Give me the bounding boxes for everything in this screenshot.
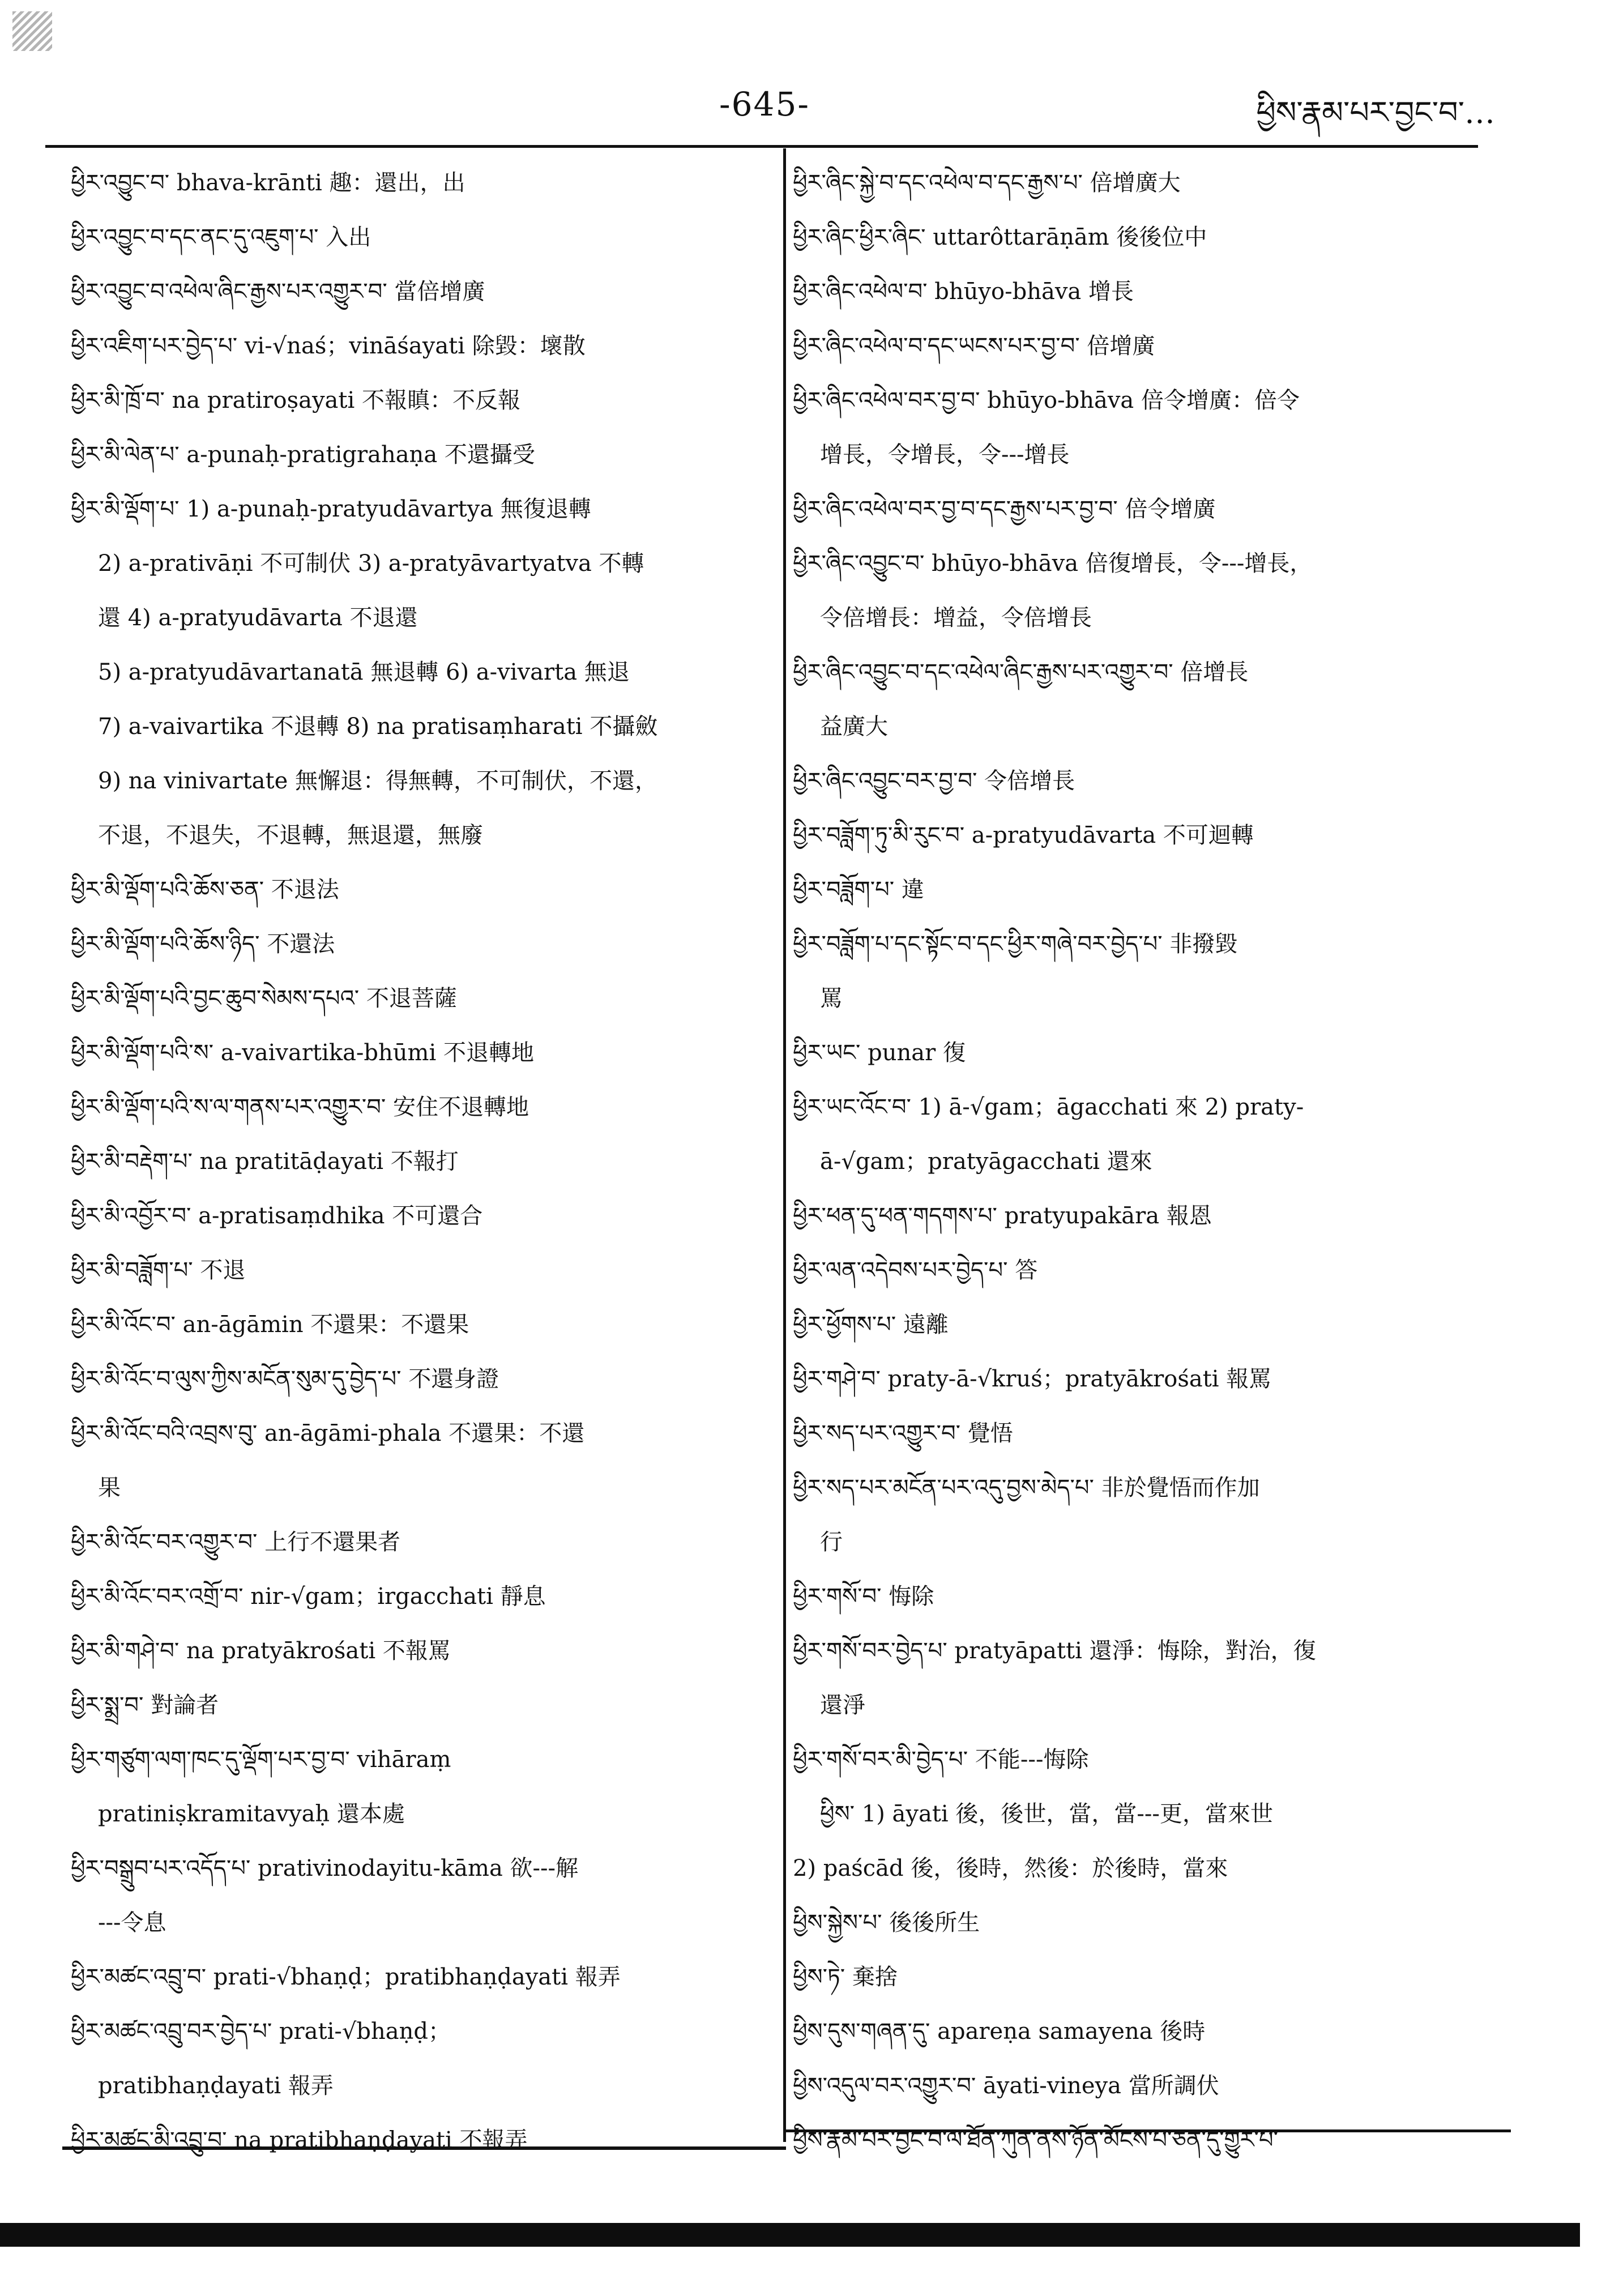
dictionary-entry-line: ཕྱིར་ཕྱོགས་པ་ 遠離 xyxy=(793,1312,949,1338)
dictionary-entry-line: ཕྱིར་བཟློག་པ་ 違 xyxy=(793,877,924,903)
dictionary-entry-line: 2) paścād 後，後時，然後：於後時，當來 xyxy=(793,1855,1228,1881)
right-column xyxy=(793,156,1501,2167)
dictionary-entry-line: ཕྱིར་ཞིང་འབྱུང་བ་ bhūyo-bhāva 倍復增長，令---增長， xyxy=(793,550,1313,577)
dictionary-entry-line: 還淨 xyxy=(820,1692,865,1718)
dictionary-entry-line: 9) na vinivartate 無懈退：得無轉，不可制伏，不還， xyxy=(98,768,657,794)
dictionary-entry-line: 7) a-vaivartika 不退轉 8) na pratisaṃharati 不攝斂 xyxy=(98,714,658,740)
dictionary-entry-line: ཕྱིར་གཤེ་བ་ praty-ā-√kruś；pratyākrośati 報罵 xyxy=(793,1366,1272,1392)
dictionary-entry-line: ཕྱིར་མི་ལྡོག་པའི་བྱང་ཆུབ་སེམས་དཔའ་ 不退菩薩 xyxy=(71,985,457,1012)
dictionary-entry-line: ཕྱིར་བཟློག་ཏུ་མི་རུང་བ་ a-pratyudāvarta 不可迴轉 xyxy=(793,822,1254,848)
dictionary-entry-line: ཕྱིར་མི་འོང་བར་འགྲོ་བ་ nir-√gam；irgacchati 靜息 xyxy=(71,1584,546,1610)
dictionary-entry-line: ཕྱིར་མི་ཁྲོ་བ་ na pratiroṣayati 不報瞋：不反報 xyxy=(71,387,520,413)
dictionary-entry-line: 不退，不退失，不退轉，無退還，無廢 xyxy=(98,822,483,848)
dictionary-entry-line: ཕྱིས་ཏེ་ 棄捨 xyxy=(793,1964,898,1990)
dictionary-entry-line: ཕྱིར་ཞིང་འཕེལ་བ་དང་ཡངས་པར་བྱ་བ་ 倍增廣 xyxy=(793,333,1155,359)
dictionary-entry-line: ཕྱིར་ཞིང་ཕྱིར་ཞིང་ uttarôttarāṇām 後後位中 xyxy=(793,224,1207,250)
dictionary-entry-line: ཕྱིར་ཞིང་འབྱུང་བར་བྱ་བ་ 令倍增長 xyxy=(793,768,1075,794)
dictionary-entry-line: ཕྱིས་ 1) āyati 後，後世，當，當---更，當來世 xyxy=(820,1801,1273,1827)
scan-bottom-bar xyxy=(0,2223,1580,2247)
dictionary-entry-line: ཕྱིས་སྐྱེས་པ་ 後後所生 xyxy=(793,1910,980,1936)
dictionary-entry-line: ཕྱིར་གཙུག་ལག་ཁང་དུ་ལྡོག་པར་བྱ་བ་ vihāraṃ xyxy=(71,1747,451,1773)
dictionary-entry-line: ཕྱིར་འཇིག་པར་བྱེད་པ་ vi-√naś；vināśayati 除毀：壞散 xyxy=(71,333,586,359)
dictionary-entry-line: 增長，令增長，令---增長 xyxy=(820,442,1070,468)
dictionary-entry-line: ཕྱིར་ཞིང་འཕེལ་བ་ bhūyo-bhāva 增長 xyxy=(793,279,1134,305)
top-rule xyxy=(45,145,1478,148)
dictionary-entry-line: ཕྱིར་འབྱུང་བ་དང་ནང་དུ་འཇུག་པ་ 入出 xyxy=(71,224,371,250)
dictionary-entry-line: 果 xyxy=(98,1475,121,1501)
left-column xyxy=(71,156,776,2167)
dictionary-entry-line: ཕྱིར་ཡང་ punar 復 xyxy=(793,1040,966,1066)
dictionary-entry-line: ā-√gam；pratyāgacchati 還來 xyxy=(820,1149,1152,1175)
dictionary-entry-line: ཕྱིར་འབྱུང་བ་ bhava-krānti 趣：還出，出 xyxy=(71,170,465,196)
dictionary-entry-line: 益廣大 xyxy=(820,714,888,740)
dictionary-entry-line: 還 4) a-pratyudāvarta 不退還 xyxy=(98,605,418,631)
dictionary-entry-line: ཕྱིར་མི་འོང་བར་འགྱུར་བ་ 上行不還果者 xyxy=(71,1529,401,1555)
dictionary-entry-line: ཕྱིར་གསོ་བར་མི་བྱེད་པ་ 不能---悔除 xyxy=(793,1747,1089,1773)
dictionary-entry-line: ཕྱིར་མི་འབྱོར་བ་ a-pratisaṃdhika 不可還合 xyxy=(71,1203,483,1229)
dictionary-entry-line: ཕྱིར་བསྒྲུབ་པར་འདོད་པ་ prativinodayitu-kāma 欲---解 xyxy=(71,1855,579,1881)
dictionary-entry-line: ཕྱིར་གསོ་བར་བྱེད་པ་ pratyāpatti 還淨：悔除，對治，復 xyxy=(793,1638,1316,1664)
dictionary-entry-line: ཕྱིར་ལན་འདེབས་པར་བྱེད་པ་ 答 xyxy=(793,1257,1038,1283)
dictionary-entry-line: ཕྱིར་འབྱུང་བ་འཕེལ་ཞིང་རྒྱས་པར་འགྱུར་བ་ 當倍增廣 xyxy=(71,279,485,305)
dictionary-entry-line: pratiniṣkramitavyaḥ 還本處 xyxy=(98,1801,405,1827)
dictionary-entry-line: ཕྱིར་ཡང་འོང་བ་ 1) ā-√gam；āgacchati 來 2) praty- xyxy=(793,1094,1304,1120)
dictionary-entry-line: ཕྱིར་ཕན་དུ་ཕན་གདགས་པ་ pratyupakāra 報恩 xyxy=(793,1203,1212,1229)
column-divider xyxy=(783,148,786,2142)
dictionary-entry-line: ཕྱིར་མི་བརྡེག་པ་ na pratitāḍayati 不報打 xyxy=(71,1149,459,1175)
dictionary-entry-line: ཕྱིར་མཚང་འབྲུ་བར་བྱེད་པ་ prati-√bhaṇḍ； xyxy=(71,2018,451,2045)
dictionary-entry-line: ཕྱིར་སད་པར་མངོན་པར་འདུ་བྱས་མེད་པ་ 非於覺悟而作加 xyxy=(793,1475,1260,1501)
dictionary-entry-line: ཕྱིས་རྣམ་པར་བྱང་བ་ལ་ཐོན་ཀུན་ནས་ཉོན་མོངས་པ་ཅན་དུ་གྱུར་པ་ xyxy=(793,2127,1278,2153)
dictionary-entry-line: ཕྱིར་མི་འོང་བའི་འབྲས་བུ་ an-āgāmi-phala 不還果：不還 xyxy=(71,1420,585,1446)
dictionary-entry-line: ཕྱིར་མཚང་འབྲུ་བ་ prati-√bhaṇḍ；pratibhaṇḍayati 報弄 xyxy=(71,1964,621,1990)
dictionary-entry-line: ཕྱིར་ཞིང་འབྱུང་བ་དང་འཕེལ་ཞིང་རྒྱས་པར་འགྱུར་བ་ 倍增長 xyxy=(793,659,1249,685)
dictionary-entry-line: 2) a-prativāṇi 不可制伏 3) a-pratyāvartyatva 不轉 xyxy=(98,550,644,577)
dictionary-entry-line: pratibhaṇḍayati 報弄 xyxy=(98,2073,334,2099)
page-number: -645- xyxy=(719,85,810,123)
dictionary-entry-line: ཕྱིར་མི་ལྡོག་པའི་ས་ a-vaivartika-bhūmi 不退轉地 xyxy=(71,1040,534,1066)
dictionary-entry-line: 5) a-pratyudāvartanatā 無退轉 6) a-vivarta 無退 xyxy=(98,659,630,685)
dictionary-entry-line: ཕྱིར་ཞིང་འཕེལ་བར་བྱ་བ་ bhūyo-bhāva 倍令增廣：倍令 xyxy=(793,387,1300,413)
dictionary-entry-line: 罵 xyxy=(820,985,843,1012)
dictionary-entry-line: ཕྱིར་མི་གཤེ་བ་ na pratyākrośati 不報罵 xyxy=(71,1638,451,1664)
dictionary-entry-line: ཕྱིར་ཞིང་སྐྱེ་བ་དང་འཕེལ་བ་དང་རྒྱས་པ་ 倍增廣大 xyxy=(793,170,1181,196)
dictionary-entry-line: ཕྱིར་བཟློག་པ་དང་སྟོང་བ་དང་ཕྱིར་གཞེ་བར་བྱེད་པ་ 非撥毀 xyxy=(793,931,1238,957)
dictionary-entry-line: ཕྱིར་གསོ་བ་ 悔除 xyxy=(793,1584,934,1610)
dictionary-entry-line: ཕྱིས་དུས་གཞན་དུ་ apareṇa samayena 後時 xyxy=(793,2018,1206,2045)
dictionary-entry-line: ཕྱིས་འདུལ་བར་འགྱུར་བ་ āyati-vineya 當所調伏 xyxy=(793,2073,1219,2099)
scan-corner-mark xyxy=(12,11,52,51)
dictionary-entry-line: ཕྱིར་མི་ལྡོག་པའི་ཆོས་ཉིད་ 不還法 xyxy=(71,931,335,957)
dictionary-entry-line: ཕྱིར་མི་ལྡོག་པའི་ས་ལ་གནས་པར་འགྱུར་བ་ 安住不退轉地 xyxy=(71,1094,529,1120)
dictionary-entry-line: 令倍增長：增益，令倍增長 xyxy=(820,605,1092,631)
dictionary-entry-line: ཕྱིར་སྨྲ་བ་ 對論者 xyxy=(71,1692,219,1718)
dictionary-entry-line: ཕྱིར་མི་འོང་བ་ལུས་ཀྱིས་མངོན་སུམ་དུ་བྱེད་པ་ 不還身證 xyxy=(71,1366,499,1392)
dictionary-entry-line: ཕྱིར་མི་ལེན་པ་ a-punaḥ-pratigrahaṇa 不還攝受 xyxy=(71,442,535,468)
dictionary-entry-line: 行 xyxy=(820,1529,843,1555)
dictionary-entry-line: ཕྱིར་མི་འོང་བ་ an-āgāmin 不還果：不還果 xyxy=(71,1312,469,1338)
dictionary-entry-line: ཕྱིར་ཞིང་འཕེལ་བར་བྱ་བ་དང་རྒྱས་པར་བྱ་བ་ 倍令增廣 xyxy=(793,496,1216,522)
dictionary-entry-line: ཕྱིར་མི་ལྡོག་པ་ 1) a-punaḥ-pratyudāvartya 無復退轉 xyxy=(71,496,591,522)
running-head: ཕྱིས་རྣམ་པར་བྱང་བ་… xyxy=(1256,95,1495,130)
dictionary-entry-line: ཕྱིར་མཚང་མི་འབྲུ་བ་ na pratibhaṇḍayati 不報弄 xyxy=(71,2127,528,2153)
dictionary-entry-line: ---令息 xyxy=(98,1910,166,1936)
dictionary-entry-line: ཕྱིར་མི་བཟློག་པ་ 不退 xyxy=(71,1257,246,1283)
dictionary-entry-line: ཕྱིར་སད་པར་འགྱུར་བ་ 覺悟 xyxy=(793,1420,1013,1446)
dictionary-entry-line: ཕྱིར་མི་ལྡོག་པའི་ཆོས་ཅན་ 不退法 xyxy=(71,877,339,903)
